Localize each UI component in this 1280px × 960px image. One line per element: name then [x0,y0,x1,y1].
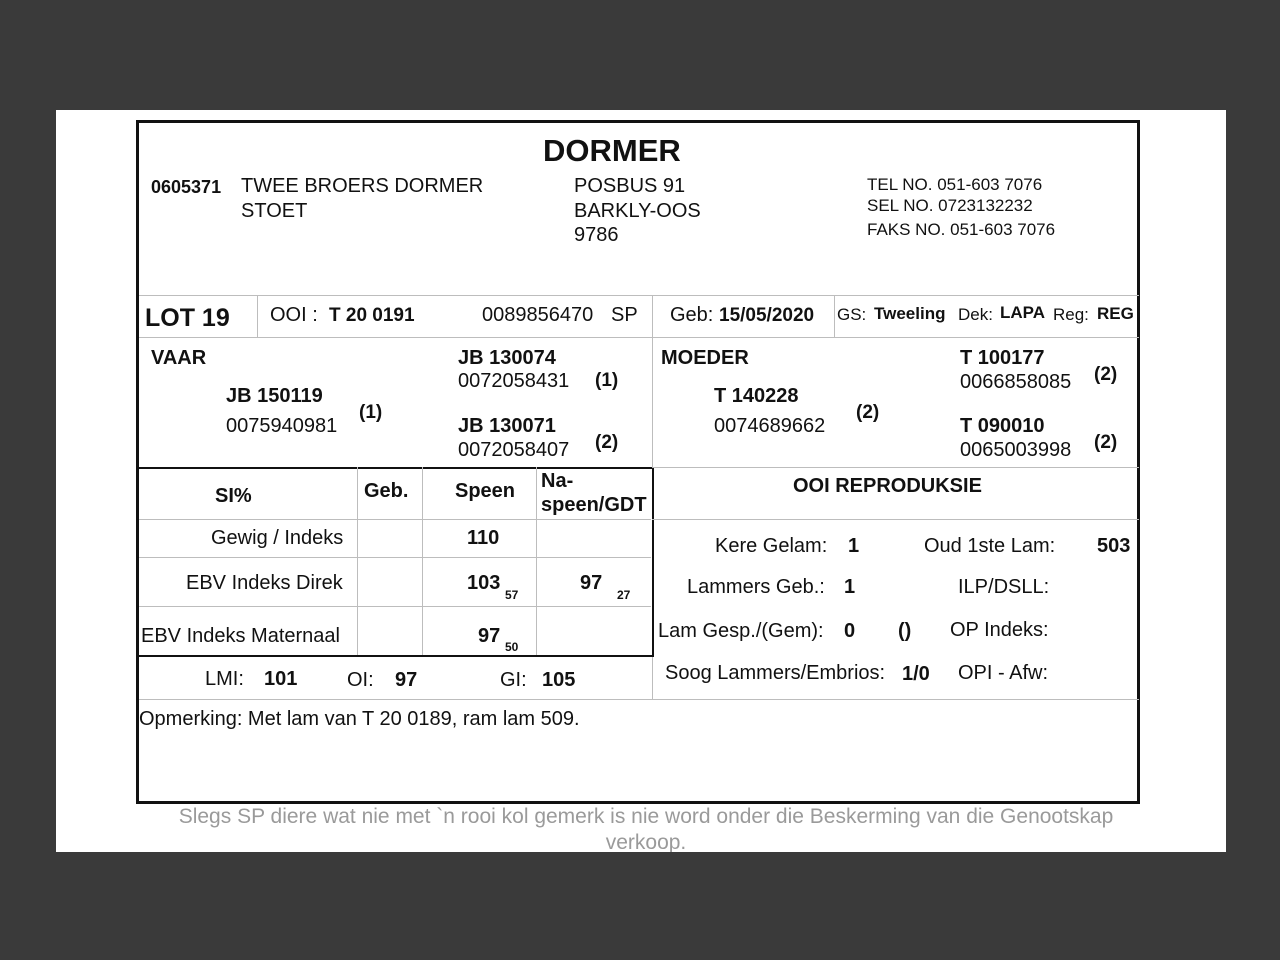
row-ebv-direk-naspeen-accuracy: 27 [617,588,631,602]
reproduction-title: OOI REPRODUKSIE [793,475,982,497]
divider [422,467,423,655]
sire-dam-number: 0072058407 [458,439,570,461]
divider [139,295,1139,296]
divider [139,519,651,520]
dam-dam-mark: (2) [1094,432,1118,453]
divider [139,337,1139,338]
divider [139,699,1139,700]
gi-value: 105 [542,669,576,691]
lmi-value: 101 [264,668,298,690]
ooi-value: T 20 0191 [329,305,415,326]
sp-marker: SP [611,304,638,326]
row-ebv-direk-label: EBV Indeks Direk [186,572,343,594]
faks-number: FAKS NO. 051-603 7076 [867,220,1056,239]
sire-dam-mark: (2) [595,432,619,453]
address-line1: POSBUS 91 [574,175,686,197]
lot-number: LOT 19 [145,304,230,332]
reg-value: REG [1097,304,1134,323]
dek-label: Dek: [958,305,993,324]
speen-column-header: Speen [455,480,516,502]
divider [536,467,537,655]
divider [652,519,1139,520]
row-ebv-maternaal-label: EBV Indeks Maternaal [141,625,340,647]
gi-label: GI: [500,669,527,691]
divider [139,557,651,558]
oud-1ste-lam-label: Oud 1ste Lam: [924,535,1056,557]
row-ebv-maternaal-speen-accuracy: 50 [505,640,519,654]
ooi-label: OOI : [270,304,318,326]
sire-sire-id: JB 130074 [458,347,556,369]
lmi-label: LMI: [205,668,244,690]
footer-disclaimer: Slegs SP diere wat nie met `n rooi kol gemerk is nie word onder die Beskerming van die Genootskap verkoop. [178,805,1114,852]
oud-1ste-lam-value: 503 [1097,535,1131,557]
sire-number: 0075940981 [226,415,338,437]
divider [834,295,835,337]
ilp-dsll-label: ILP/DSLL: [958,576,1050,598]
dam-sire-mark: (2) [1094,364,1118,385]
ewe-id-number: 0089856470 [482,304,594,326]
breeder-name-line1: TWEE BROERS DORMER [241,175,484,197]
sale-card-sheet [56,110,1226,852]
oi-label: OI: [347,669,374,691]
row-ebv-direk-speen-accuracy: 57 [505,588,519,602]
animal-sale-card [136,120,1140,804]
sire-sire-mark: (1) [595,370,619,391]
birth-date: 15/05/2020 [719,305,815,326]
dam-dam-number: 0065003998 [960,439,1072,461]
kere-gelam-value: 1 [848,535,860,557]
sire-sire-number: 0072058431 [458,370,570,392]
kere-gelam-label: Kere Gelam: [715,535,828,557]
si-column-header: SI% [215,485,252,507]
op-indeks-label: OP Indeks: [950,619,1049,641]
naspeen-column-header-line2: speen/GDT [541,494,647,516]
remark-text: Opmerking: Met lam van T 20 0189, ram lam 509. [139,708,580,730]
divider [652,295,653,467]
tel-number: TEL NO. 051-603 7076 [867,175,1043,194]
lam-gesp-label: Lam Gesp./(Gem): [658,620,824,642]
dam-dam-id: T 090010 [960,415,1045,437]
dek-value: LAPA [1000,303,1046,322]
divider [139,606,651,607]
breeder-number: 0605371 [151,177,222,197]
oi-value: 97 [395,669,418,691]
dam-sire-number: 0066858085 [960,371,1072,393]
row-ebv-direk-speen-value: 103 [467,572,501,594]
dam-heading: MOEDER [661,347,749,369]
divider [257,295,258,337]
lam-gesp-value: 0 [844,620,856,642]
dam-number: 0074689662 [714,415,826,437]
divider [652,657,653,699]
lam-gem-value: () [898,620,912,642]
soog-lammers-value: 1/0 [902,663,930,685]
lammers-geb-label: Lammers Geb.: [687,576,825,598]
sire-heading: VAAR [151,347,207,369]
sire-dam-id: JB 130071 [458,415,556,437]
lammers-geb-value: 1 [844,576,856,598]
sire-mark: (1) [359,402,383,423]
sel-number: SEL NO. 0723132232 [867,196,1033,215]
dam-sire-id: T 100177 [960,347,1045,369]
reg-label: Reg: [1053,305,1089,324]
opi-afw-label: OPI - Afw: [958,662,1049,684]
address-line2: BARKLY-OOS [574,200,701,222]
naspeen-column-header-line1: Na- [541,470,574,492]
row-ebv-maternaal-speen-value: 97 [478,625,501,647]
breeder-name-line2: STOET [241,200,308,222]
divider [652,467,1139,468]
breed-title: DORMER [543,133,681,168]
address-line3: 9786 [574,224,619,246]
row-gewig-indeks-label: Gewig / Indeks [211,527,344,549]
soog-lammers-label: Soog Lammers/Embrios: [665,662,886,684]
geb-column-header: Geb. [364,480,409,502]
row-ebv-direk-naspeen-value: 97 [580,572,603,594]
birth-date-label: Geb: [670,304,714,326]
gs-label: GS: [837,305,867,324]
sire-id: JB 150119 [226,385,323,407]
dam-id: T 140228 [714,385,799,407]
dam-mark: (2) [856,402,880,423]
row-gewig-speen-value: 110 [467,527,500,549]
divider [357,467,358,655]
gs-value: Tweeling [874,304,946,323]
